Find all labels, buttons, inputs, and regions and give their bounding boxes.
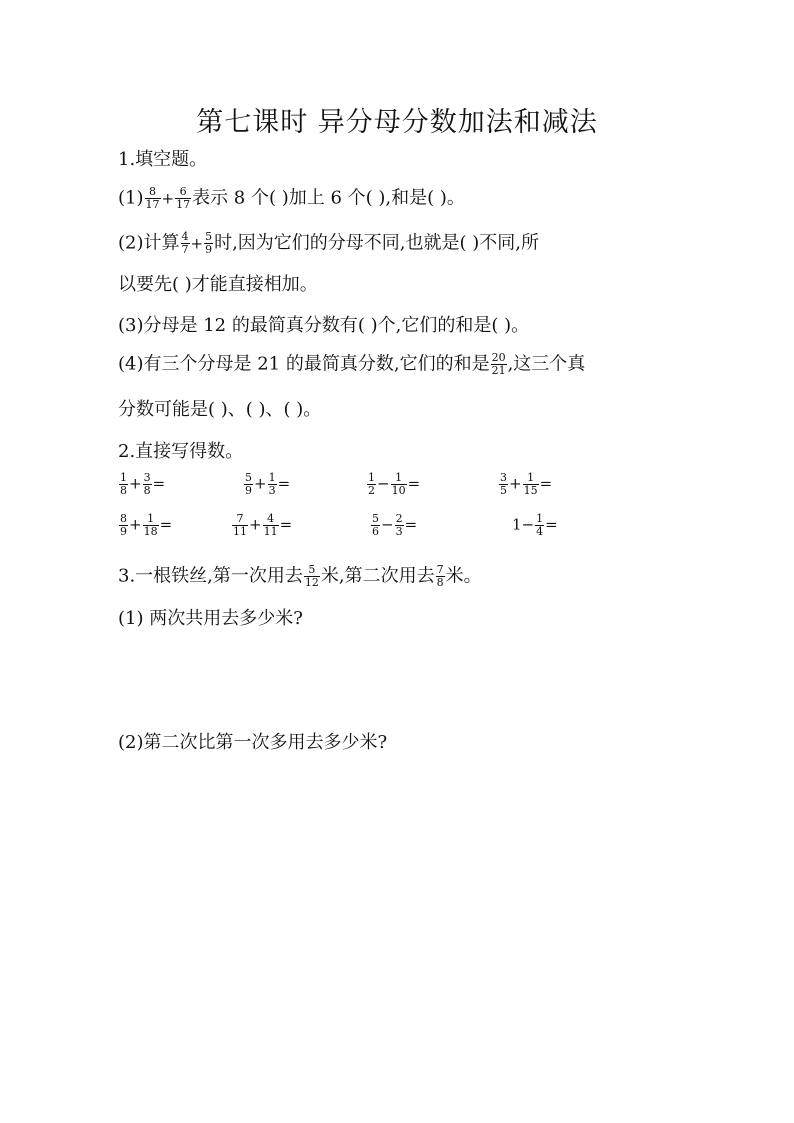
- q4-text: (4)有三个分母是 21 的最简真分数,它们的和是: [118, 353, 490, 375]
- question-1-2-line2: 以要先( )才能直接相加。: [118, 274, 318, 295]
- plus-sign: +: [190, 234, 204, 253]
- q4-tail: ,这三个真: [507, 353, 586, 375]
- fraction: $\frac{20}{21}$: [491, 351, 506, 377]
- fraction: $\frac{6}{17}$: [176, 185, 191, 211]
- section3-heading: 3.一根铁丝,第一次用去 $\frac{5}{12}$ 米,第二次用去 $\frac{7}{8}$ 米。: [118, 563, 482, 589]
- fraction: $\frac{4}{7}$: [181, 230, 189, 256]
- question-1-2: [118, 231, 678, 256]
- fraction: $\frac{5}{12}$: [304, 563, 319, 589]
- q2-text: 时,因为它们的分母不同,也就是( )不同,所: [214, 232, 540, 254]
- question-1-4-line2: 分数可能是( )、( )、( )。: [118, 399, 322, 420]
- calc-item: $\frac{7}{11}$ + $\frac{4}{11}$ =: [233, 512, 293, 538]
- fraction: $\frac{5}{9}$: [205, 230, 213, 256]
- fraction: $\frac{7}{8}$: [436, 563, 444, 589]
- plus-sign: +: [161, 189, 175, 208]
- q1-text: 表示 8 个( )加上 6 个( ),和是( )。: [192, 187, 465, 209]
- question-3-2: (2)第二次比第一次多用去多少米?: [118, 732, 388, 753]
- question-3-1: (1) 两次共用去多少米?: [118, 608, 303, 629]
- calc-item: 1− $\frac{1}{4}$ =: [512, 512, 558, 538]
- calc-item: $\frac{1}{2}$ − $\frac{1}{10}$ =: [368, 471, 421, 497]
- section1-heading: 1.填空题。: [118, 149, 208, 170]
- calc-item: $\frac{5}{9}$ + $\frac{1}{3}$ =: [245, 471, 291, 497]
- page-title: 第七课时 异分母分数加法和减法: [196, 107, 598, 138]
- calc-item: $\frac{8}{9}$ + $\frac{1}{18}$ =: [120, 512, 173, 538]
- question-1-1: [118, 186, 678, 211]
- section2-heading: 2.直接写得数。: [118, 441, 244, 462]
- calc-item: $\frac{1}{8}$ + $\frac{3}{8}$ =: [120, 471, 166, 497]
- calc-item: $\frac{5}{6}$ − $\frac{2}{3}$ =: [372, 512, 418, 538]
- q1-prefix: (1): [118, 187, 144, 209]
- question-1-3: (3)分母是 12 的最简真分数有( )个,它们的和是( )。: [118, 315, 530, 336]
- calc-item: $\frac{3}{5}$ + $\frac{1}{15}$ =: [500, 471, 553, 497]
- question-1-4: [118, 352, 678, 377]
- q2-prefix: (2)计算: [118, 232, 180, 254]
- fraction: $\frac{8}{17}$: [145, 185, 160, 211]
